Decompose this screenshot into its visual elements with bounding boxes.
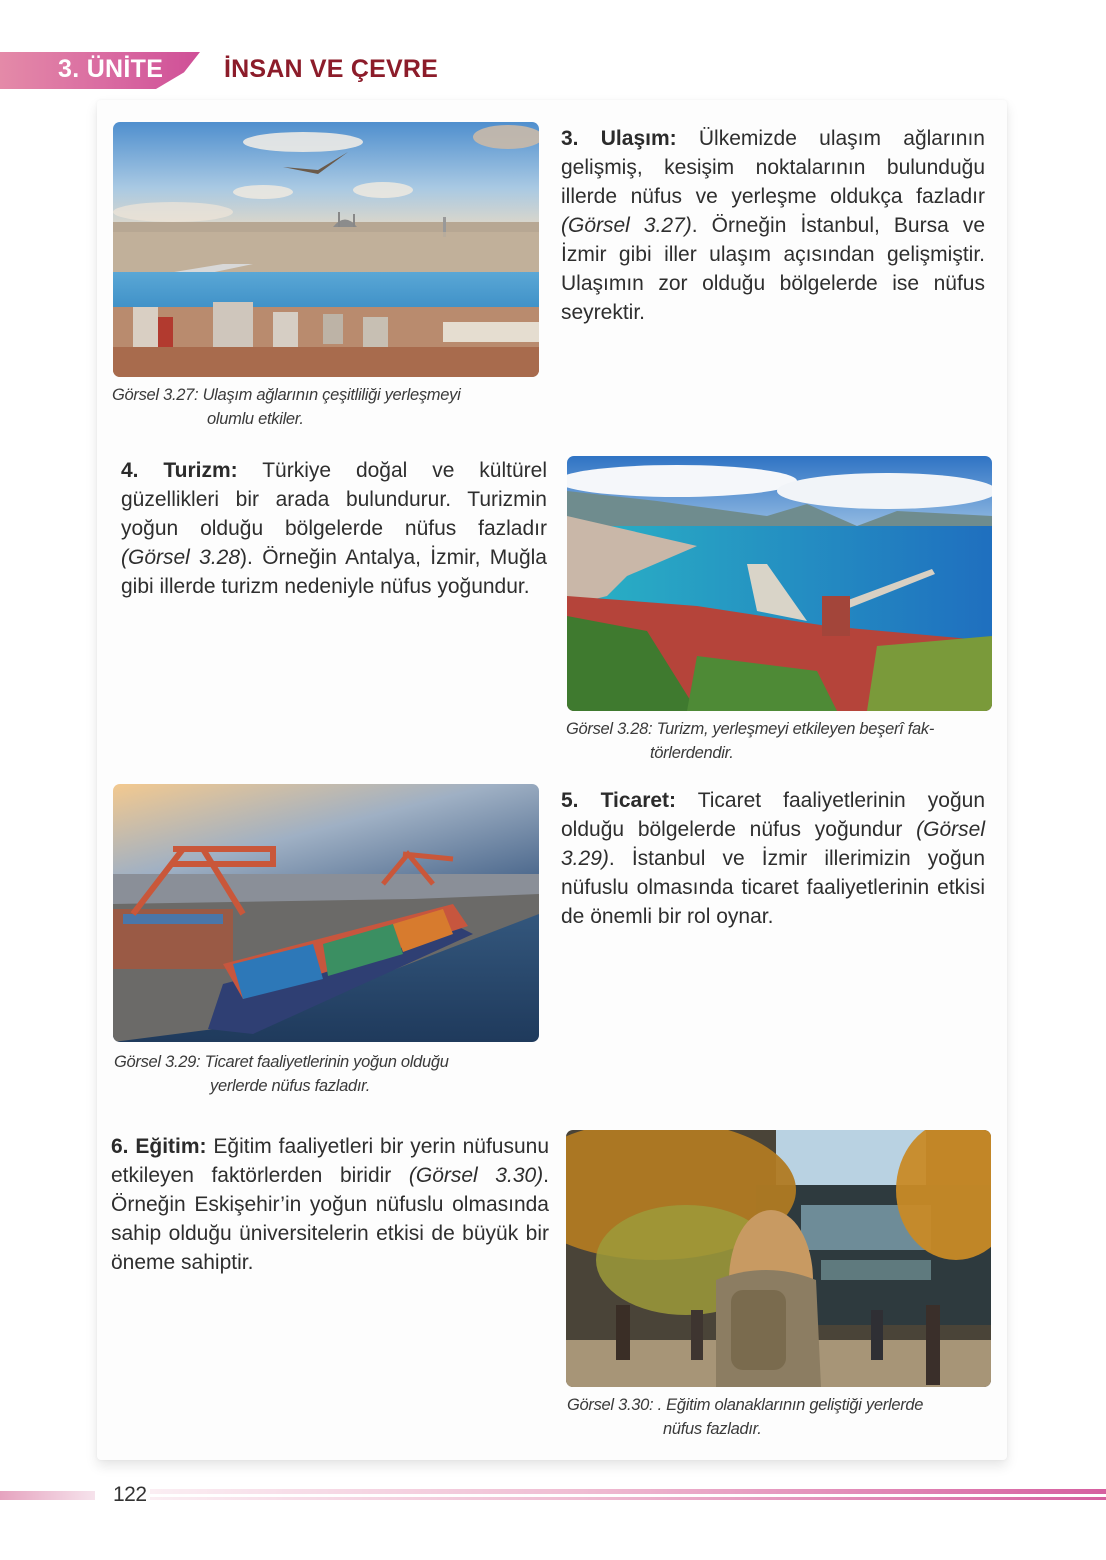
text-segment: Eğitim faaliyetleri bir yerin nüfusunu etkileyen faktörlerden biridir (111, 1135, 549, 1187)
section-heading: 3. Ulaşım: (561, 127, 677, 150)
section-heading: 4. Turizm: (121, 459, 238, 482)
text-segment: Ülkemizde ulaşım ağlarının gelişmiş, kesişim noktalarının bulunduğu illerde nüfus ve yerleşme oldukça fazladır (561, 127, 985, 208)
figure-3-27-caption (112, 383, 552, 431)
figure-reference: (Görsel 3.29) (561, 818, 985, 870)
figure-3-28-alanya-image (567, 456, 992, 711)
unit-label: 3. ÜNİTE (58, 55, 164, 83)
section-heading: 6. Eğitim: (111, 1135, 207, 1158)
caption-line: nüfus fazladır. (663, 1420, 762, 1438)
footer-decor-bar (150, 1489, 1106, 1494)
section-egitim-paragraph (111, 1132, 549, 1277)
caption-line: Görsel 3.28: Turizm, yerleşmeyi etkileyen beşerî fak- (566, 720, 935, 738)
text-segment: . Örneğin Eskişehir’in yoğun nüfuslu olmasında sahip olduğu üniversitelerin etkisi de büyük bir öneme sahiptir. (111, 1164, 550, 1274)
caption-line: Görsel 3.30: . Eğitim olanaklarının geliştiği yerlerde (567, 1396, 924, 1414)
text-segment: ). Örneğin Antalya, İzmir, Muğla gibi illerde turizm nedeniyle nüfus yoğundur. (121, 546, 547, 598)
figure-3-29-port-image (113, 784, 539, 1042)
caption-line: olumlu etkiler. (207, 410, 304, 428)
section-turizm-paragraph (121, 456, 547, 601)
text-segment: . İstanbul ve İzmir illerimizin yoğun nüfuslu olmasında ticaret faaliyetlerinin etkisi de önemli bir rol oynar. (561, 847, 985, 928)
text-segment: . Örneğin İstanbul, Bursa ve İzmir gibi iller ulaşım açısından gelişmiştir. Ulaşımın zor olduğu bölgelerde ise nüfus seyrektir. (561, 214, 985, 324)
caption-line: Görsel 3.29: Ticaret faaliyetlerinin yoğun olduğu (114, 1053, 449, 1071)
figure-3-29-caption (114, 1050, 554, 1098)
page-number: 122 (113, 1483, 147, 1506)
section-ulasim-paragraph (561, 124, 985, 327)
text-segment: Ticaret faaliyetlerinin yoğun olduğu bölgelerde nüfus yoğundur (561, 789, 985, 841)
chapter-title: İNSAN VE ÇEVRE (224, 55, 438, 83)
figure-3-28-caption (566, 717, 996, 765)
footer-decor-left (0, 1491, 95, 1500)
figure-reference: (Görsel 3.27) (561, 214, 692, 237)
section-ticaret-paragraph (561, 786, 985, 931)
caption-line: Görsel 3.27: Ulaşım ağlarının çeşitliliği yerleşmeyi (112, 386, 461, 404)
footer-decor-bar-thin (150, 1497, 1106, 1500)
figure-3-30-caption (567, 1393, 997, 1441)
figure-3-27-istanbul-image (113, 122, 539, 377)
figure-reference: (Görsel 3.28 (121, 546, 241, 569)
caption-line: törlerdendir. (650, 744, 734, 762)
caption-line: yerlerde nüfus fazladır. (210, 1077, 371, 1095)
figure-reference: (Görsel 3.30) (408, 1164, 544, 1187)
figure-3-30-campus-image (566, 1130, 991, 1387)
section-heading: 5. Ticaret: (561, 789, 677, 812)
text-segment: Türkiye doğal ve kültürel güzellikleri bir arada bulundurur. Turizmin yoğun olduğu bölgelerde nüfus fazladır (121, 459, 547, 540)
